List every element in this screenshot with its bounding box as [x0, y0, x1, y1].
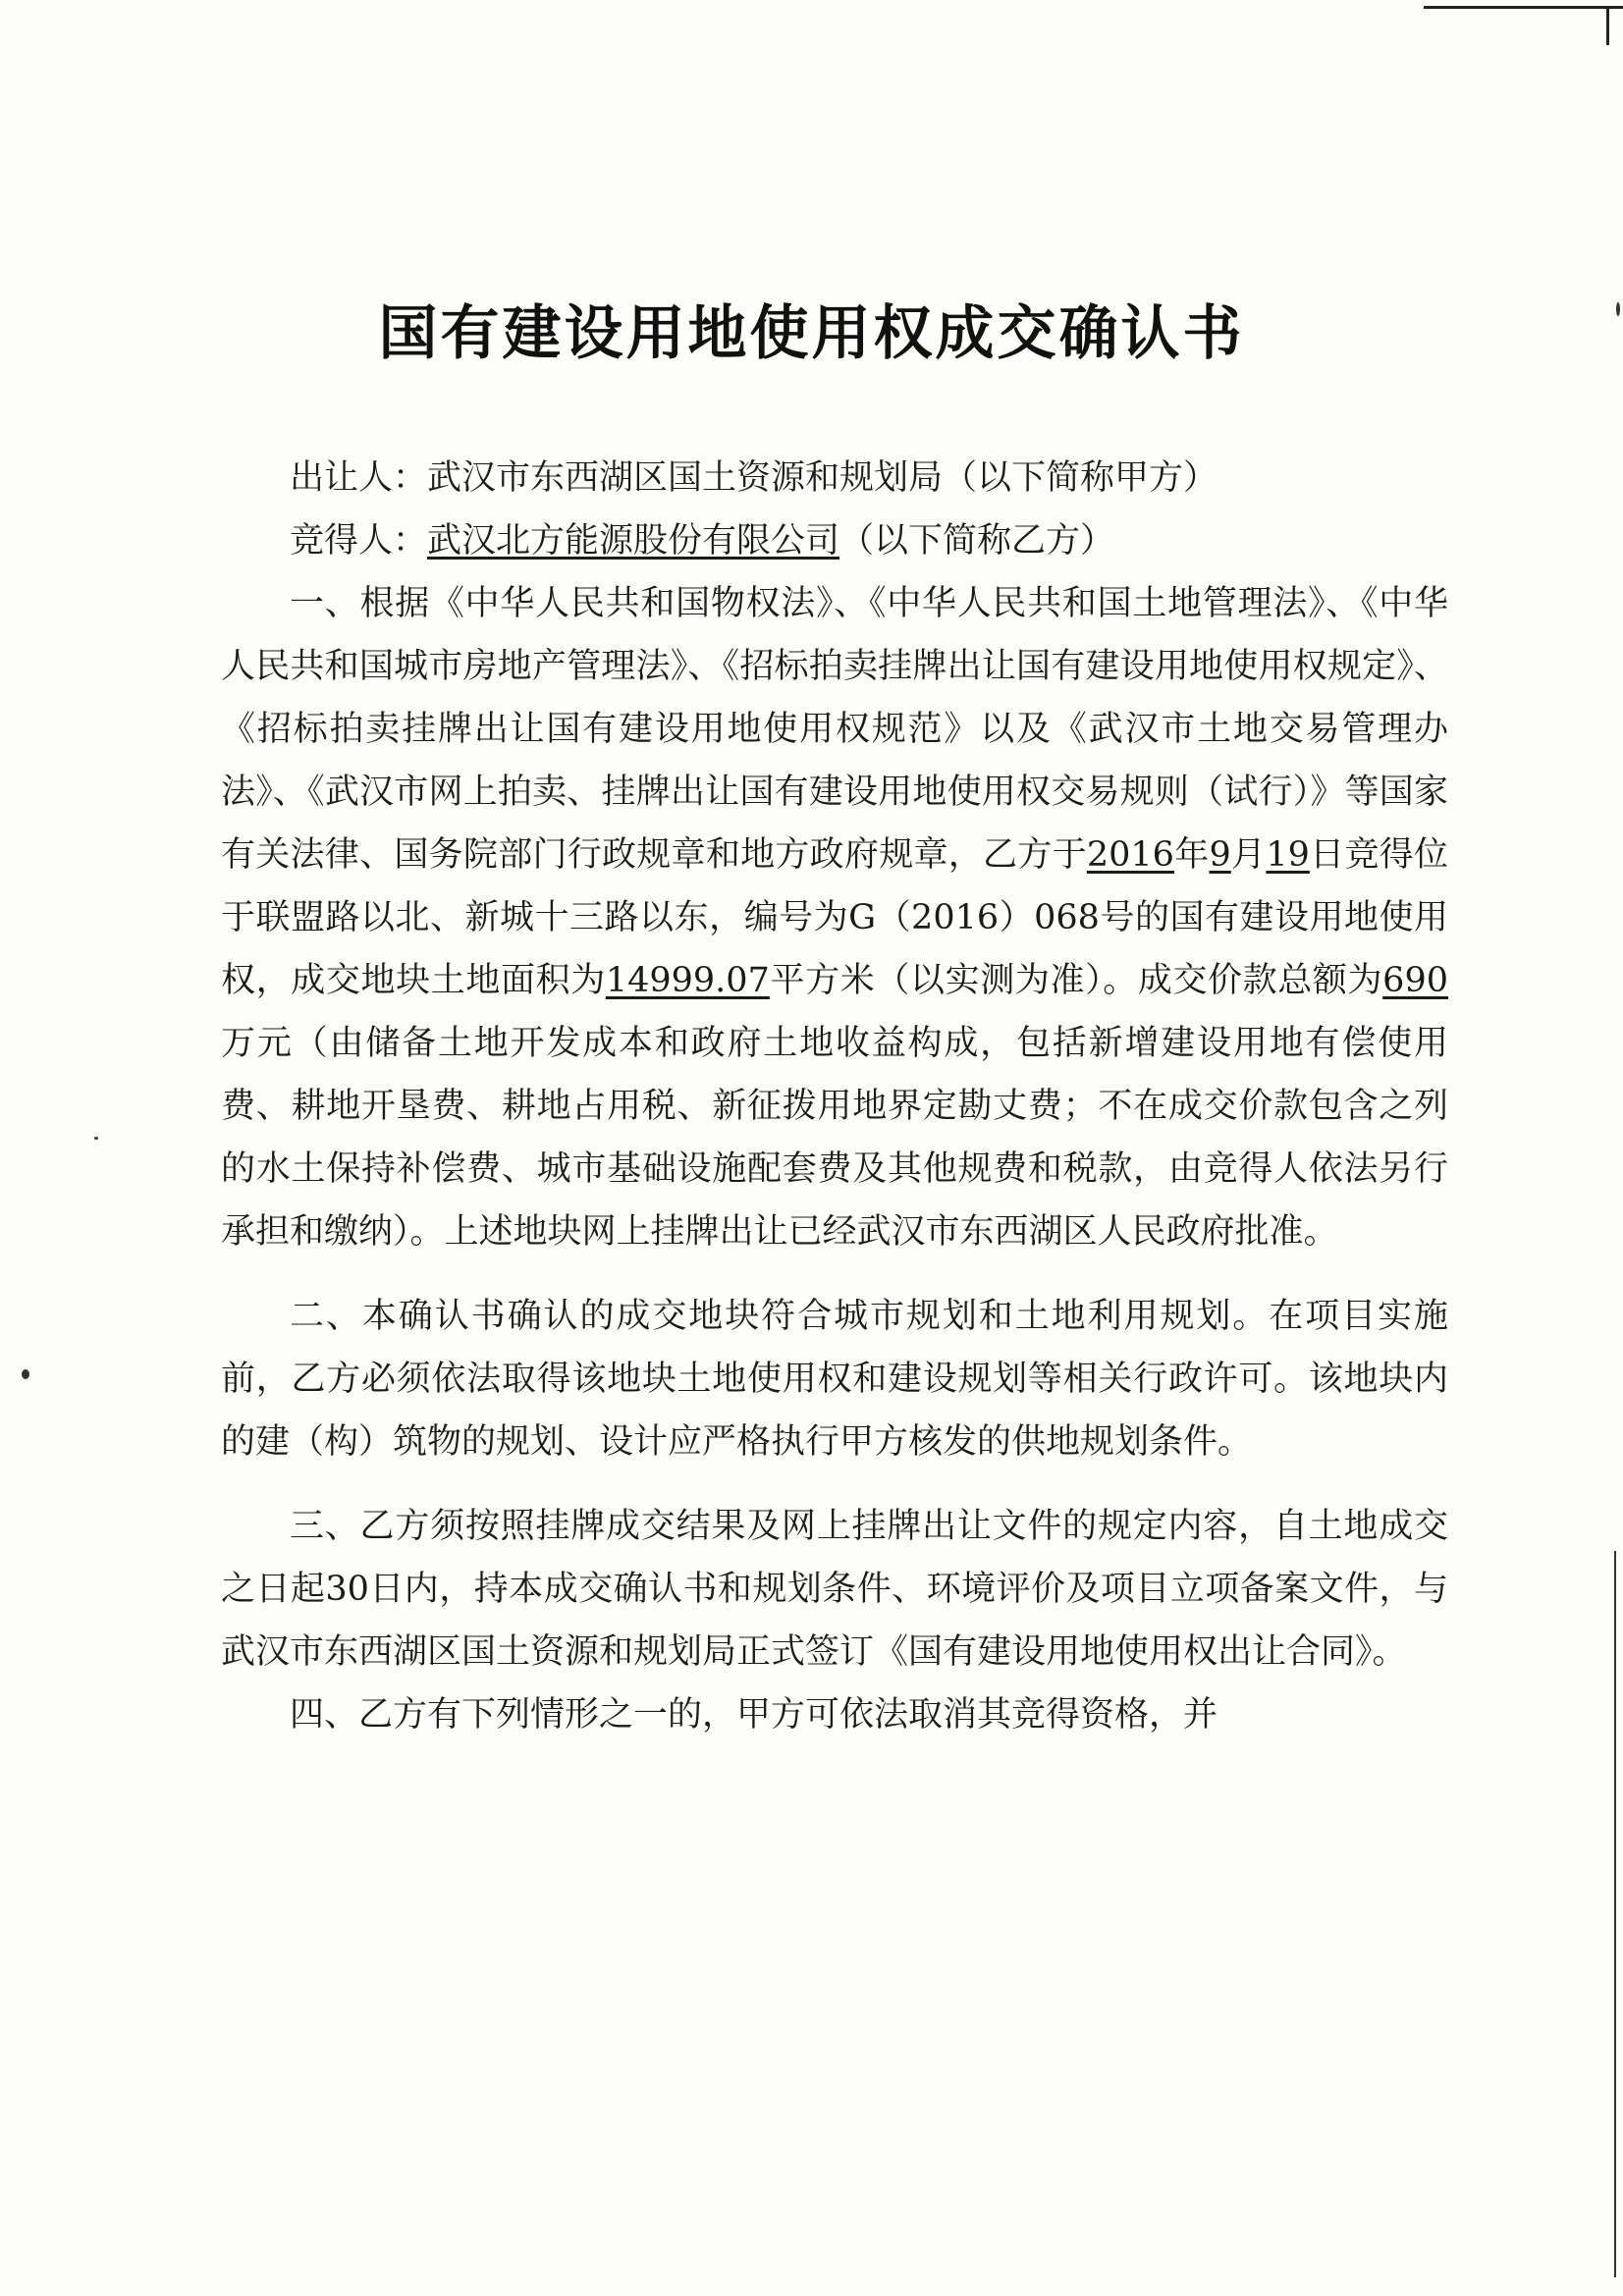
document-body: [221, 447, 1448, 1746]
grantee-name: 武汉北方能源股份有限公司: [427, 521, 840, 561]
clause-1: [221, 572, 1448, 1263]
scan-speck: [22, 1369, 29, 1379]
clause-4: 四、乙方有下列情形之一的，甲方可依法取消其竞得资格，并: [290, 1695, 1218, 1735]
date-day: 19: [1266, 835, 1310, 875]
clause-3: 三、乙方须按照挂牌成交结果及网上挂牌出让文件的规定内容，自土地成交之日起30日内，持本成交确认书和规划条件、环境评价及项目立项备案文件，与武汉市东西湖区国土资源和规划局正式签订《国有建设用地使用权出让合同》。: [221, 1507, 1448, 1672]
month-unit: 月: [1230, 835, 1267, 875]
clause-1-text-a: 一、根据《中华人民共和国物权法》、《中华人民共和国土地管理法》、《中华人民共和国城市房地产管理法》、《招标拍卖挂牌出让国有建设用地使用权规定》、《招标拍卖挂牌出让国有建设用地使用权规范》以及《武汉市土地交易管理办法》、《武汉市网上拍卖、挂牌出让国有建设用地使用权交易规则（试行）》等国家有关法律、国务院部门行政规章和地方政府规章，乙方于: [221, 584, 1448, 875]
clause-1-text-c: 平方米（以实测为准）。成交价款总额为: [769, 961, 1383, 1000]
scan-corner-mark: [1424, 6, 1623, 9]
grantee-label: 竞得人：: [290, 521, 428, 561]
grantee-line: [221, 509, 1448, 572]
document-title: 国有建设用地使用权成交确认书: [378, 299, 1245, 368]
scan-speck: [94, 1137, 98, 1140]
grantee-suffix: （以下简称乙方）: [839, 521, 1115, 561]
clause-1-text-d: 万元（由储备土地开发成本和政府土地收益构成，包括新增建设用地有偿使用费、耕地开垦费、耕地占用税、新征拨用地界定勘丈费；不在成交价款包含之列的水土保持补偿费、城市基础设施配套费及其他规费和税款，由竞得人依法另行承担和缴纳）。上述地块网上挂牌出让已经武汉市东西湖区人民政府批准。: [221, 1024, 1448, 1252]
scan-edge-line: [1614, 1551, 1616, 2277]
date-month: 9: [1209, 835, 1231, 875]
grantor-line: [221, 447, 1448, 509]
land-area-value: 14999.07: [605, 961, 770, 1000]
clause-1-text-b: 日竞得位于联盟路以北、新城十三路以东，编号为G（2016）068号的国有建设用地使用权，成交地块土地面积为: [221, 835, 1448, 1000]
grantor-label: 出让人：: [290, 458, 428, 498]
clause-2: 二、本确认书确认的成交地块符合城市规划和土地利用规划。在项目实施前，乙方必须依法取得该地块土地使用权和建设规划等相关行政许可。该地块内的建（构）筑物的规划、设计应严格执行甲方核发的供地规划条件。: [221, 1297, 1448, 1462]
grantor-text: 武汉市东西湖区国土资源和规划局（以下简称甲方）: [427, 458, 1218, 498]
scan-corner-mark-vertical: [1606, 6, 1609, 45]
year-unit: 年: [1173, 835, 1210, 875]
price-value: 690: [1382, 961, 1448, 1000]
date-year: 2016: [1086, 835, 1174, 875]
